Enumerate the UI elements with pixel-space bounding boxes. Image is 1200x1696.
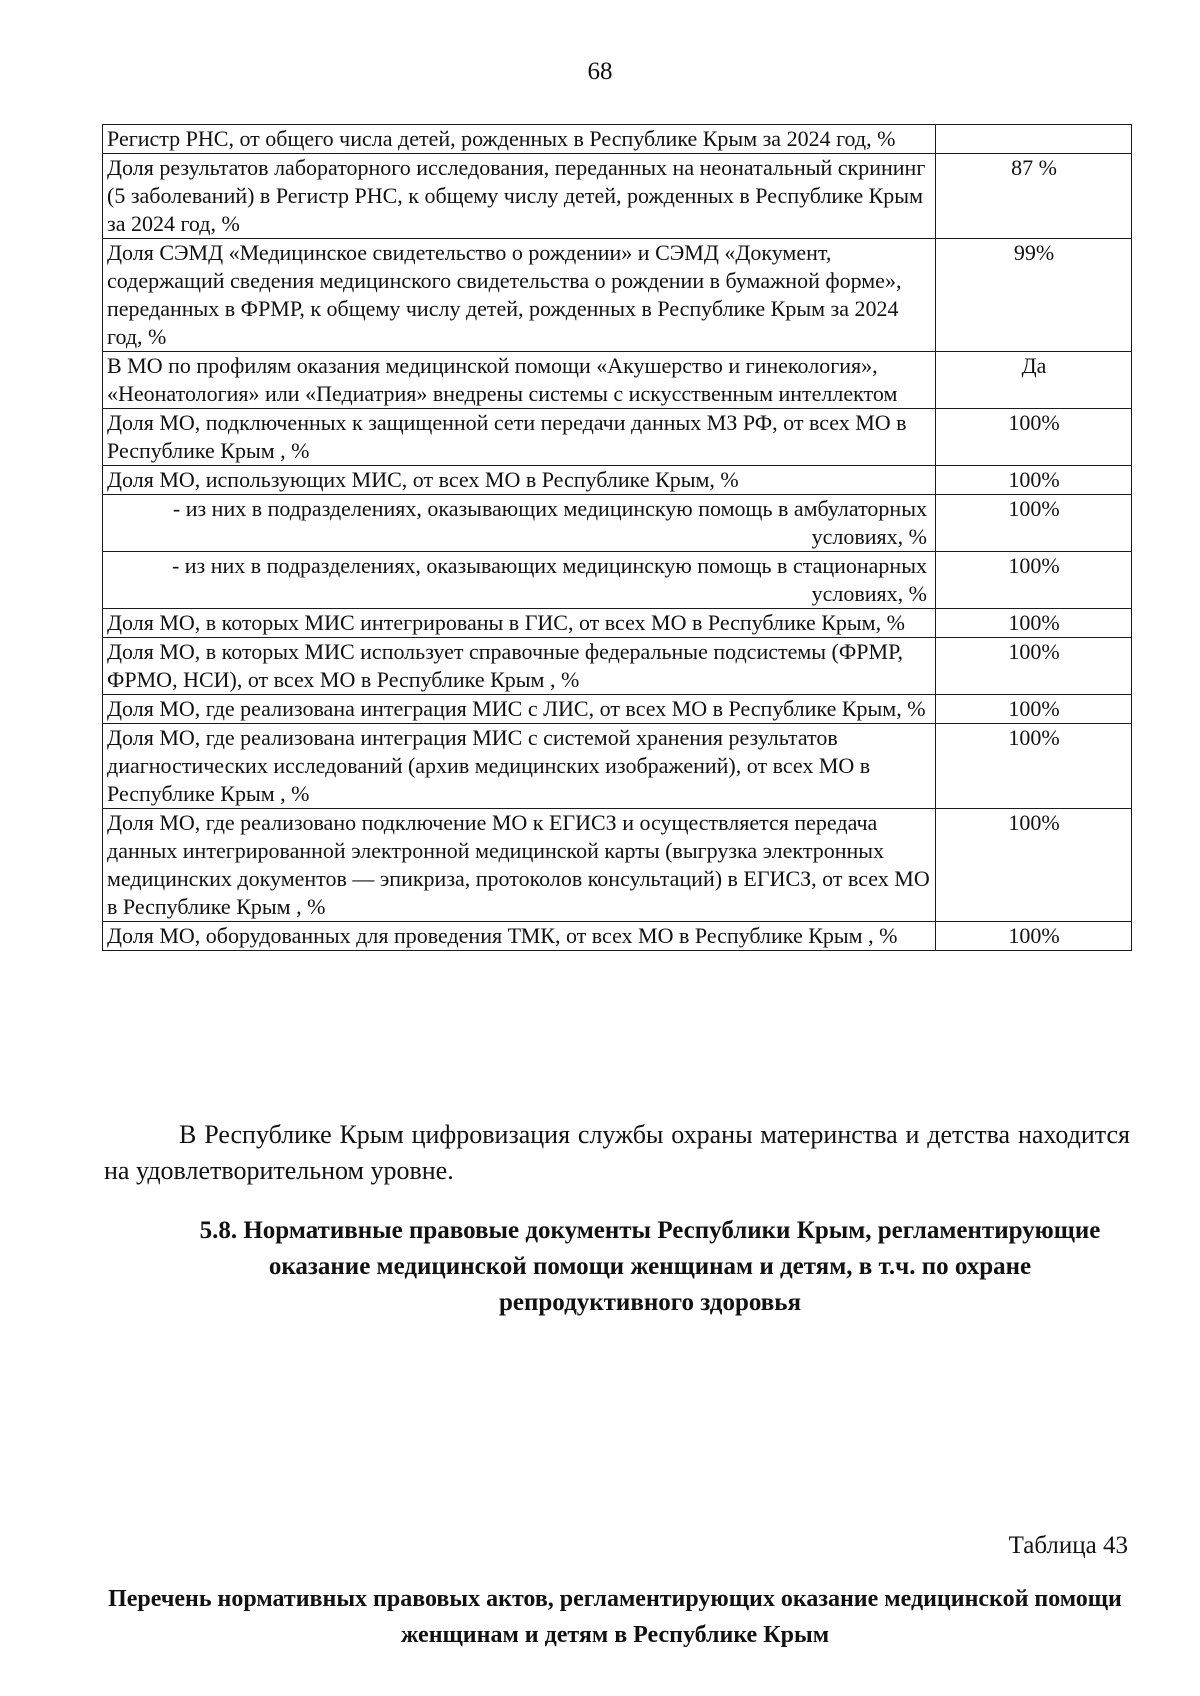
indicator-description: Доля результатов лабораторного исследования, переданных на неонатальный скрининг (5 заболеваний) в Регистр РНС, к общему числу детей, рожденных в Республике Крым за 2024 год, % <box>103 154 936 239</box>
indicator-value: 87 % <box>936 154 1132 239</box>
table-row <box>103 695 1132 724</box>
indicator-description: Доля СЭМД «Медицинское свидетельство о рождении» и СЭМД «Документ, содержащий сведения медицинского свидетельства о рождении в бумажной форме», переданных в ФРМР, к общему числу детей, рожденных в Республике Крым за 2024 год, % <box>103 239 936 352</box>
table-row <box>103 154 1132 239</box>
table-row <box>103 466 1132 495</box>
indicator-value: 100% <box>936 922 1132 951</box>
indicator-description: Доля МО, где реализована интеграция МИС с ЛИС, от всех МО в Республике Крым, % <box>103 695 936 724</box>
table-row <box>103 552 1132 609</box>
indicator-description: - из них в подразделениях, оказывающих медицинскую помощь в стационарных условиях, % <box>103 552 936 609</box>
indicator-description: Доля МО, использующих МИС, от всех МО в Республике Крым, % <box>103 466 936 495</box>
indicator-value: 100% <box>936 552 1132 609</box>
indicators-table <box>102 124 1132 951</box>
indicators-table-body <box>103 125 1132 951</box>
indicator-value: 100% <box>936 609 1132 638</box>
indicator-description: Доля МО, в которых МИС интегрированы в ГИС, от всех МО в Республике Крым, % <box>103 609 936 638</box>
indicator-description: В МО по профилям оказания медицинской помощи «Акушерство и гинекология», «Неонатология» или «Педиатрия» внедрены системы с искусственным интеллектом <box>103 352 936 409</box>
table-row <box>103 409 1132 466</box>
indicator-description: Доля МО, где реализована интеграция МИС с системой хранения результатов диагностических исследований (архив медицинских изображений), от всех МО в Республике Крым , % <box>103 724 936 809</box>
indicator-value: 100% <box>936 409 1132 466</box>
indicator-description: - из них в подразделениях, оказывающих медицинскую помощь в амбулаторных условиях, % <box>103 495 936 552</box>
indicator-value <box>936 125 1132 154</box>
indicator-value: 100% <box>936 695 1132 724</box>
indicator-value: 100% <box>936 495 1132 552</box>
table-row <box>103 724 1132 809</box>
indicator-description: Доля МО, где реализовано подключение МО к ЕГИСЗ и осуществляется передача данных интегрированной электронной медицинской карты (выгрузка электронных медицинских документов — эпикриза, протоколов консультаций) в ЕГИСЗ, от всех МО в Республике Крым , % <box>103 809 936 922</box>
table-row <box>103 352 1132 409</box>
indicator-value: 100% <box>936 638 1132 695</box>
indicator-value: 100% <box>936 809 1132 922</box>
indicator-value: 99% <box>936 239 1132 352</box>
table-row <box>103 922 1132 951</box>
conclusion-paragraph: В Республике Крым цифровизация службы охраны материнства и детства находится на удовлетворительном уровне. <box>104 1120 1130 1185</box>
page-number: 68 <box>587 58 613 85</box>
table-row <box>103 239 1132 352</box>
table-row <box>103 609 1132 638</box>
indicator-description: Регистр РНС, от общего числа детей, рожденных в Республике Крым за 2024 год, % <box>103 125 936 154</box>
table-row <box>103 125 1132 154</box>
section-heading: 5.8. Нормативные правовые документы Республики Крым, регламентирующие оказание медицинской помощи женщинам и детям, в т.ч. по охране репродуктивного здоровья <box>199 1217 1101 1316</box>
indicator-description: Доля МО, в которых МИС использует справочные федеральные подсистемы (ФРМР, ФРМО, НСИ), от всех МО в Республике Крым , % <box>103 638 936 695</box>
table-caption: Таблица 43 <box>1008 1532 1128 1559</box>
indicator-description: Доля МО, подключенных к защищенной сети передачи данных МЗ РФ, от всех МО в Республике Крым , % <box>103 409 936 466</box>
table-row <box>103 809 1132 922</box>
table-heading: Перечень нормативных правовых актов, регламентирующих оказание медицинской помощи женщинам и детям в Республике Крым <box>108 1586 1122 1648</box>
indicator-value: Да <box>936 352 1132 409</box>
indicator-value: 100% <box>936 724 1132 809</box>
table-row <box>103 495 1132 552</box>
table-row <box>103 638 1132 695</box>
indicator-value: 100% <box>936 466 1132 495</box>
indicator-description: Доля МО, оборудованных для проведения ТМК, от всех МО в Республике Крым , % <box>103 922 936 951</box>
